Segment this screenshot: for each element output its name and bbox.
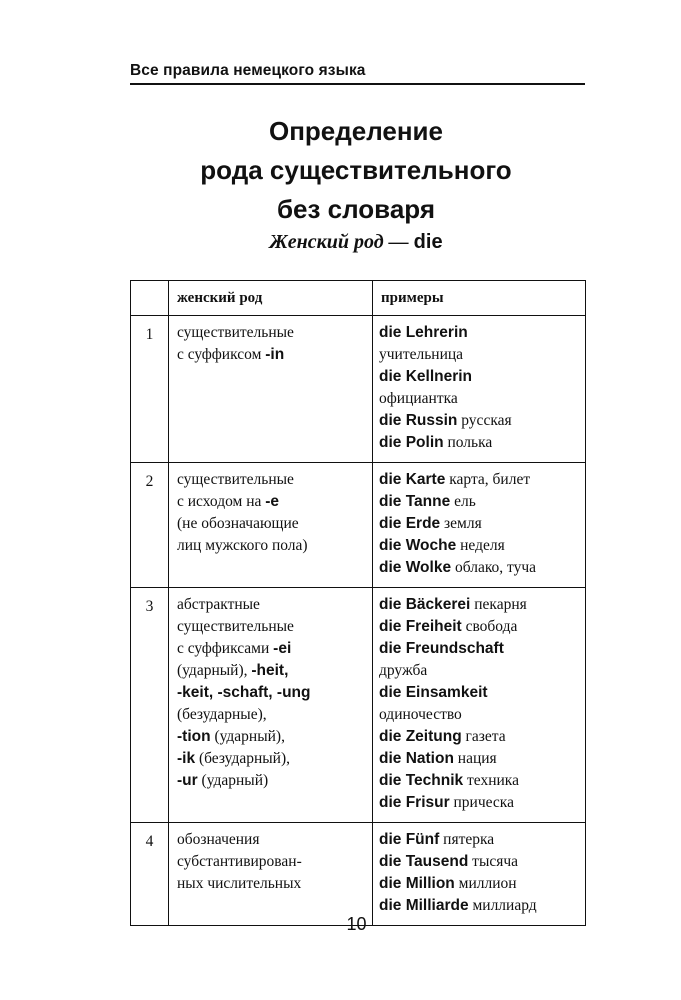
example-word: die Fünf xyxy=(379,831,440,848)
table-row xyxy=(131,316,586,463)
def-text: существительные xyxy=(177,618,294,635)
row-number: 1 xyxy=(131,316,169,463)
example-word: die Million xyxy=(379,875,455,892)
def-text: с суффиксами xyxy=(177,640,274,657)
rule-examples xyxy=(373,823,586,926)
gender-rules-table xyxy=(130,280,586,926)
def-text: лиц мужского пола) xyxy=(177,537,308,554)
table-row xyxy=(131,588,586,823)
running-head: Все правила немецкого языка xyxy=(130,62,585,85)
example-line xyxy=(379,344,581,366)
def-suffix: -in xyxy=(265,346,285,363)
example-line xyxy=(379,322,581,344)
example-line xyxy=(379,491,581,513)
title-line-1: Определение xyxy=(268,116,443,146)
example-translation: учительница xyxy=(379,346,464,363)
rule-examples xyxy=(373,588,586,823)
def-text: (безударные), xyxy=(177,706,267,723)
example-line xyxy=(379,770,581,792)
example-line xyxy=(379,726,581,748)
example-translation: неделя xyxy=(460,537,505,554)
example-line xyxy=(379,829,581,851)
example-word: die Freundschaft xyxy=(379,640,504,657)
example-line xyxy=(379,513,581,535)
table-header-row xyxy=(131,281,586,316)
example-translation: свобода xyxy=(465,618,518,635)
page-title xyxy=(100,112,612,229)
def-suffix: -e xyxy=(265,493,280,510)
example-word: die Technik xyxy=(379,772,464,789)
title-line-2: рода существительного xyxy=(200,155,512,185)
example-word: die Frisur xyxy=(379,794,450,811)
section-subtitle xyxy=(100,231,612,254)
example-line xyxy=(379,873,581,895)
example-word: die Nation xyxy=(379,750,454,767)
example-translation: тысяча xyxy=(472,853,519,870)
header-examples: примеры xyxy=(373,281,586,316)
rule-definition xyxy=(169,316,373,463)
example-word: die Woche xyxy=(379,537,457,554)
example-translation: официантка xyxy=(379,390,458,407)
example-word: die Russin xyxy=(379,412,458,429)
example-line xyxy=(379,410,581,432)
def-text: (ударный), xyxy=(177,662,252,679)
def-text: с исходом на xyxy=(177,493,266,510)
example-translation: пятерка xyxy=(443,831,495,848)
example-word: die Kellnerin xyxy=(379,368,473,385)
example-word: die Milliarde xyxy=(379,897,469,914)
example-line xyxy=(379,638,581,660)
example-translation: одиночество xyxy=(379,706,462,723)
example-line xyxy=(379,704,581,726)
def-text: (безударный), xyxy=(195,750,291,767)
example-translation: земля xyxy=(444,515,482,532)
def-text: ных числительных xyxy=(177,875,302,892)
row-number: 4 xyxy=(131,823,169,926)
example-word: die Polin xyxy=(379,434,444,451)
example-line xyxy=(379,557,581,579)
def-text: существительные xyxy=(177,471,294,488)
rule-definition xyxy=(169,463,373,588)
def-text: (ударный) xyxy=(197,772,269,789)
example-line xyxy=(379,660,581,682)
example-translation: миллиард xyxy=(472,897,537,914)
subtitle-text: Женский род — xyxy=(269,231,409,253)
example-line xyxy=(379,366,581,388)
rule-examples xyxy=(373,316,586,463)
example-word: die Erde xyxy=(379,515,441,532)
example-line xyxy=(379,851,581,873)
header-num xyxy=(131,281,169,316)
example-line xyxy=(379,388,581,410)
example-line xyxy=(379,616,581,638)
def-text: (ударный), xyxy=(210,728,285,745)
example-translation: полька xyxy=(447,434,493,451)
def-text: абстрактные xyxy=(177,596,260,613)
example-word: die Tanne xyxy=(379,493,451,510)
example-line xyxy=(379,594,581,616)
def-suffix: -heit, xyxy=(251,662,289,679)
example-word: die Wolke xyxy=(379,559,452,576)
example-translation: карта, билет xyxy=(449,471,531,488)
table-row xyxy=(131,823,586,926)
example-line xyxy=(379,792,581,814)
example-translation: миллион xyxy=(458,875,517,892)
example-line xyxy=(379,535,581,557)
example-line xyxy=(379,748,581,770)
example-translation: техника xyxy=(467,772,519,789)
row-number: 2 xyxy=(131,463,169,588)
title-line-3: без словаря xyxy=(277,194,435,224)
subtitle-article: die xyxy=(413,231,443,253)
row-number: 3 xyxy=(131,588,169,823)
example-translation: газета xyxy=(465,728,506,745)
page-number: 10 xyxy=(346,914,367,934)
def-text: существительные xyxy=(177,324,294,341)
example-word: die Tausend xyxy=(379,853,469,870)
example-line xyxy=(379,432,581,454)
example-word: die Freiheit xyxy=(379,618,462,635)
example-word: die Einsamkeit xyxy=(379,684,488,701)
def-text: субстантивирован- xyxy=(177,853,302,870)
rule-definition xyxy=(169,823,373,926)
example-line xyxy=(379,469,581,491)
def-suffix: -ur xyxy=(177,772,198,789)
example-word: die Lehrerin xyxy=(379,324,468,341)
example-word: die Zeitung xyxy=(379,728,462,745)
header-feminine: женский род xyxy=(169,281,373,316)
example-word: die Bäckerei xyxy=(379,596,471,613)
def-text: (не обозначающие xyxy=(177,515,299,532)
def-text: с суффиксом xyxy=(177,346,266,363)
example-translation: пекарня xyxy=(474,596,527,613)
example-translation: прическа xyxy=(453,794,514,811)
example-word: die Karte xyxy=(379,471,446,488)
def-suffix: -ei xyxy=(273,640,292,657)
def-suffix: -keit, -schaft, -ung xyxy=(177,684,311,701)
example-translation: дружба xyxy=(379,662,428,679)
rule-examples xyxy=(373,463,586,588)
def-text: обозначения xyxy=(177,831,260,848)
example-translation: нация xyxy=(457,750,497,767)
example-translation: облако, туча xyxy=(454,559,537,576)
rule-definition xyxy=(169,588,373,823)
example-line xyxy=(379,682,581,704)
example-translation: русская xyxy=(461,412,512,429)
example-translation: ель xyxy=(454,493,476,510)
def-suffix: -tion xyxy=(177,728,211,745)
def-suffix: -ik xyxy=(177,750,196,767)
table-row xyxy=(131,463,586,588)
